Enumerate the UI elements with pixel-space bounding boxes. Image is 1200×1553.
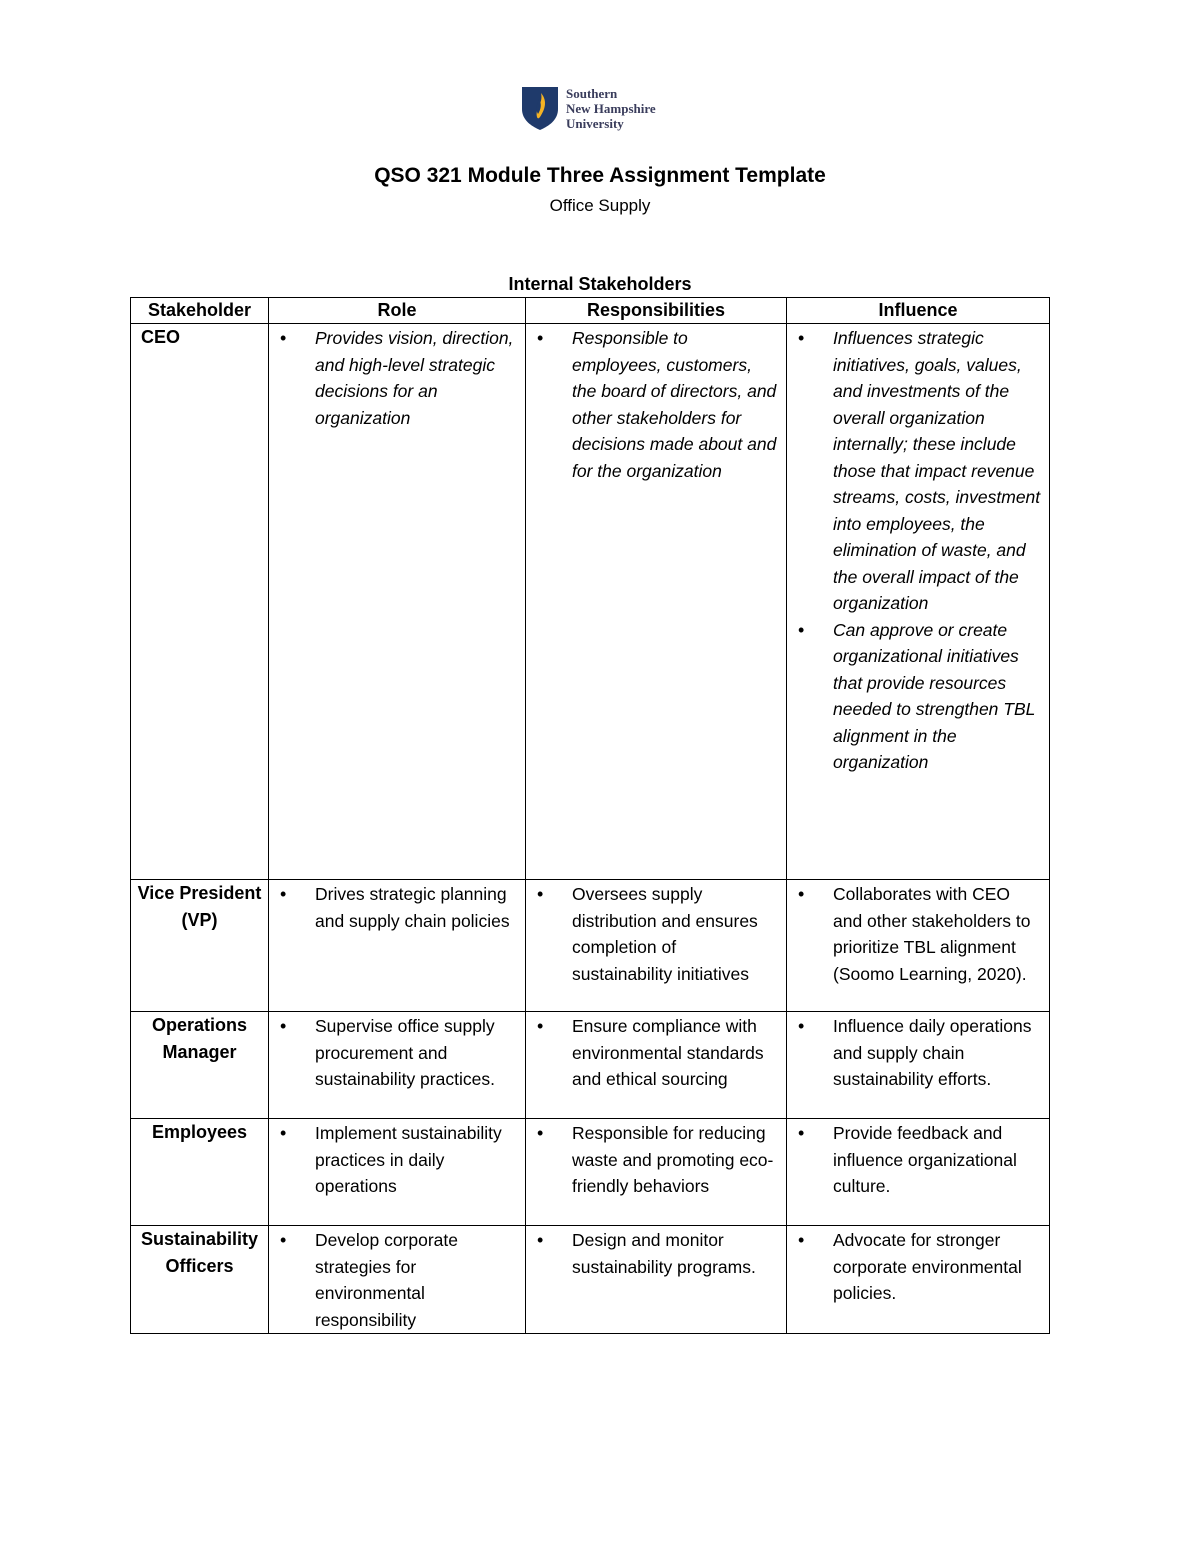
header-responsibilities: Responsibilities <box>526 298 787 324</box>
role-cell <box>269 1226 526 1334</box>
document-subtitle: Office Supply <box>549 196 651 215</box>
document-title: QSO 321 Module Three Assignment Template <box>374 164 826 187</box>
responsibilities-cell <box>526 1119 787 1226</box>
table-row <box>131 1119 1050 1226</box>
list-item: • Design and monitor sustainability programs. <box>572 1227 780 1280</box>
responsibilities-cell <box>526 880 787 1012</box>
stakeholder-cell: Sustainability Officers <box>131 1226 269 1334</box>
university-logo <box>520 84 690 132</box>
role-cell <box>269 880 526 1012</box>
influence-cell <box>787 1012 1050 1119</box>
table-row <box>131 324 1050 880</box>
list-item: • Provides vision, direction, and high-level strategic decisions for an organization <box>315 325 519 431</box>
table-caption: Internal Stakeholders <box>508 274 692 294</box>
list-item: • Provide feedback and influence organizational culture. <box>833 1120 1043 1200</box>
stakeholder-table <box>130 297 1050 1334</box>
influence-cell <box>787 1119 1050 1226</box>
responsibilities-cell <box>526 1012 787 1119</box>
list-item: • Responsible to employees, customers, the board of directors, and other stakeholders for decisions made about and for the organization <box>572 325 780 484</box>
list-item: • Responsible for reducing waste and promoting eco-friendly behaviors <box>572 1120 780 1200</box>
table-row <box>131 1226 1050 1334</box>
stakeholder-cell: CEO <box>131 324 269 880</box>
stakeholder-cell: Operations Manager <box>131 1012 269 1119</box>
list-item: • Collaborates with CEO and other stakeholders to prioritize TBL alignment (Soomo Learning, 2020). <box>833 881 1043 987</box>
influence-cell <box>787 880 1050 1012</box>
stakeholder-cell: Employees <box>131 1119 269 1226</box>
header-role: Role <box>269 298 526 324</box>
influence-cell <box>787 324 1050 880</box>
role-cell <box>269 1119 526 1226</box>
responsibilities-cell <box>526 1226 787 1334</box>
list-item: • Can approve or create organizational initiatives that provide resources needed to strengthen TBL alignment in the organization <box>833 617 1043 776</box>
header-stakeholder: Stakeholder <box>131 298 269 324</box>
stakeholder-cell: Vice President (VP) <box>131 880 269 1012</box>
list-item: • Implement sustainability practices in daily operations <box>315 1120 519 1200</box>
influence-cell <box>787 1226 1050 1334</box>
shield-flame-icon <box>520 85 560 131</box>
role-cell <box>269 324 526 880</box>
responsibilities-cell <box>526 324 787 880</box>
list-item: • Supervise office supply procurement and sustainability practices. <box>315 1013 519 1093</box>
list-item: • Drives strategic planning and supply chain policies <box>315 881 519 934</box>
list-item: • Influences strategic initiatives, goals, values, and investments of the overall organization internally; these include those that impact revenue streams, costs, investment into employees, the elimination of waste, and the overall impact of the organization <box>833 325 1043 617</box>
header-influence: Influence <box>787 298 1050 324</box>
table-row <box>131 880 1050 1012</box>
table-header-row <box>131 298 1050 324</box>
list-item: • Ensure compliance with environmental standards and ethical sourcing <box>572 1013 780 1093</box>
list-item: • Develop corporate strategies for environmental responsibility <box>315 1227 519 1333</box>
list-item: • Influence daily operations and supply chain sustainability efforts. <box>833 1013 1043 1093</box>
logo-wordmark: Southern New Hampshire University <box>566 85 656 131</box>
list-item: • Oversees supply distribution and ensures completion of sustainability initiatives <box>572 881 780 987</box>
role-cell <box>269 1012 526 1119</box>
list-item: • Advocate for stronger corporate environmental policies. <box>833 1227 1043 1307</box>
table-row <box>131 1012 1050 1119</box>
